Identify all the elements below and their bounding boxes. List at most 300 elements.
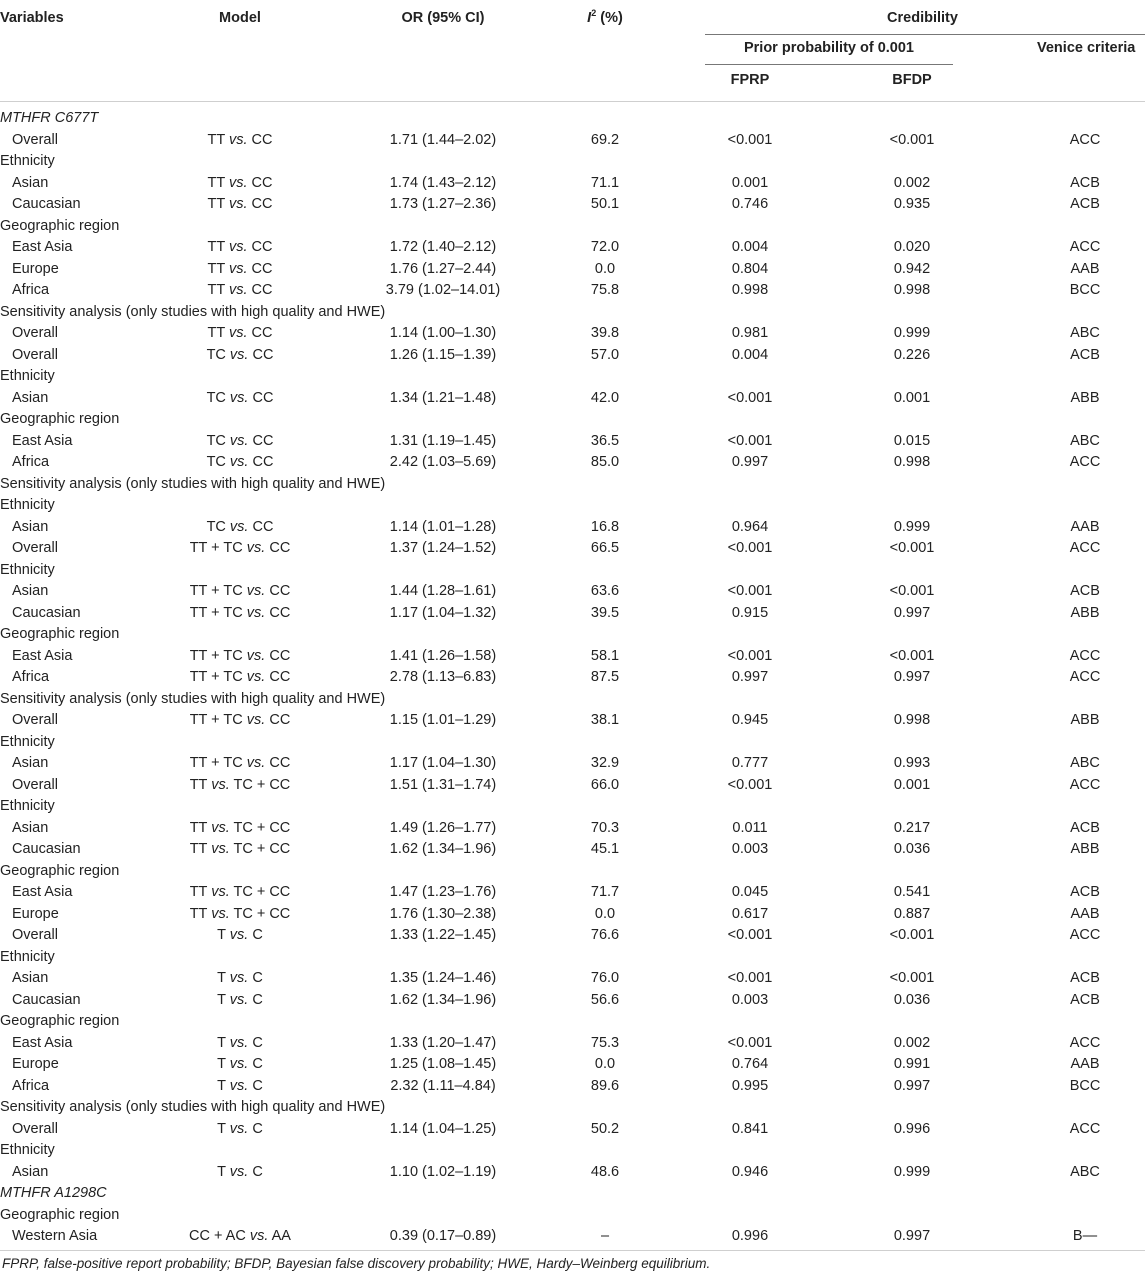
section-label: Ethnicity bbox=[0, 1142, 55, 1158]
table-row bbox=[0, 603, 1145, 625]
table-row bbox=[0, 990, 1145, 1012]
bfdp-cell: <0.001 bbox=[889, 540, 935, 556]
header-variables: Variables bbox=[0, 10, 64, 26]
fprp-cell: <0.001 bbox=[727, 970, 773, 986]
model-cell: TT + TC vs. CC bbox=[189, 755, 291, 771]
model-cell: TT vs. TC + CC bbox=[189, 841, 291, 857]
section-heading-row bbox=[0, 474, 1145, 496]
variable-cell: East Asia bbox=[12, 1034, 73, 1051]
i2-cell: 48.6 bbox=[590, 1163, 620, 1180]
bfdp-cell: 0.999 bbox=[893, 325, 931, 341]
bfdp-cell: 0.991 bbox=[893, 1056, 931, 1072]
variable-cell: Asian bbox=[12, 819, 49, 836]
bfdp-cell: 0.997 bbox=[893, 1228, 931, 1244]
i2-cell: 42.0 bbox=[590, 389, 620, 406]
model-cell: T vs. C bbox=[217, 1034, 263, 1051]
fprp-cell: 0.997 bbox=[731, 454, 769, 470]
model-cell: TT vs. CC bbox=[207, 131, 273, 148]
venice-cell: ACC bbox=[1069, 927, 1101, 943]
bfdp-cell: 0.002 bbox=[893, 174, 931, 191]
model-cell: TT vs. TC + CC bbox=[189, 819, 291, 836]
or-cell: 1.51 (1.31–1.74) bbox=[389, 776, 497, 793]
or-cell: 2.32 (1.11–4.84) bbox=[390, 1077, 496, 1094]
gene-label: MTHFR A1298C bbox=[0, 1185, 107, 1201]
model-cell: TT vs. CC bbox=[207, 239, 273, 255]
bfdp-cell: 0.998 bbox=[893, 282, 931, 298]
i2-cell: – bbox=[600, 1228, 610, 1244]
table-row bbox=[0, 775, 1145, 797]
i2-cell: 0.0 bbox=[594, 905, 616, 922]
model-cell: T vs. C bbox=[217, 1120, 263, 1137]
fprp-cell: 0.004 bbox=[731, 239, 769, 255]
section-label: Geographic region bbox=[0, 626, 120, 642]
fprp-cell: 0.981 bbox=[731, 325, 769, 341]
i2-cell: 87.5 bbox=[590, 669, 620, 685]
or-cell: 1.34 (1.21–1.48) bbox=[389, 389, 497, 406]
model-cell: T vs. C bbox=[217, 1056, 263, 1072]
header-venice: Venice criteria bbox=[1037, 40, 1136, 56]
venice-cell: BCC bbox=[1069, 282, 1101, 298]
fprp-cell: <0.001 bbox=[727, 583, 773, 599]
or-cell: 1.76 (1.30–2.38) bbox=[389, 905, 497, 922]
fprp-cell: 0.777 bbox=[731, 755, 769, 771]
variable-cell: Europe bbox=[12, 260, 59, 277]
model-cell: TT vs. TC + CC bbox=[189, 776, 291, 793]
variable-cell: Europe bbox=[12, 1056, 59, 1072]
section-heading-row bbox=[0, 1011, 1145, 1033]
variable-cell: Africa bbox=[12, 454, 50, 470]
or-cell: 1.62 (1.34–1.96) bbox=[389, 991, 497, 1008]
i2-cell: 0.0 bbox=[594, 1056, 616, 1072]
model-cell: TT vs. CC bbox=[207, 260, 273, 277]
bfdp-cell: 0.887 bbox=[893, 905, 931, 922]
model-cell: TC vs. CC bbox=[206, 432, 274, 449]
section-label: Geographic region bbox=[0, 217, 120, 234]
section-heading-row bbox=[0, 624, 1145, 646]
venice-cell: ACB bbox=[1070, 583, 1100, 599]
header-rule-credibility bbox=[705, 34, 1145, 35]
section-heading-row bbox=[0, 151, 1145, 173]
variable-cell: Overall bbox=[12, 131, 58, 148]
venice-cell: AAB bbox=[1070, 1056, 1100, 1072]
bfdp-cell: 0.997 bbox=[893, 1077, 931, 1094]
section-label: Ethnicity bbox=[0, 948, 55, 965]
fprp-cell: 0.997 bbox=[731, 669, 769, 685]
table-row bbox=[0, 517, 1145, 539]
i2-cell: 76.6 bbox=[590, 927, 620, 943]
i2-cell: 71.1 bbox=[590, 174, 620, 191]
header-model: Model bbox=[219, 10, 261, 26]
bfdp-cell: 0.036 bbox=[893, 991, 931, 1008]
or-cell: 1.72 (1.40–2.12) bbox=[389, 239, 497, 255]
section-label: Sensitivity analysis (only studies with high quality and HWE) bbox=[0, 1099, 386, 1115]
i2-cell: 71.7 bbox=[590, 884, 620, 900]
section-label: Ethnicity bbox=[0, 798, 55, 814]
i2-cell: 63.6 bbox=[590, 583, 620, 599]
header-credibility: Credibility bbox=[887, 10, 958, 26]
section-heading-row bbox=[0, 947, 1145, 969]
bfdp-cell: 0.001 bbox=[893, 389, 931, 406]
table-row bbox=[0, 710, 1145, 732]
or-cell: 1.74 (1.43–2.12) bbox=[389, 174, 497, 191]
table-row bbox=[0, 1033, 1145, 1055]
model-cell: TT + TC vs. CC bbox=[189, 583, 291, 599]
table-row bbox=[0, 646, 1145, 668]
variable-cell: Overall bbox=[12, 776, 58, 793]
table-row bbox=[0, 431, 1145, 453]
venice-cell: ACB bbox=[1070, 884, 1100, 900]
bfdp-cell: 0.541 bbox=[893, 884, 931, 900]
model-cell: TT vs. CC bbox=[207, 282, 273, 298]
venice-cell: ABC bbox=[1070, 1163, 1100, 1180]
or-cell: 1.73 (1.27–2.36) bbox=[389, 196, 497, 212]
section-heading-row bbox=[0, 1205, 1145, 1227]
variable-cell: Europe bbox=[12, 905, 59, 922]
or-cell: 1.33 (1.20–1.47) bbox=[389, 1034, 497, 1051]
fprp-cell: 0.804 bbox=[731, 260, 769, 277]
variable-cell: Caucasian bbox=[12, 841, 81, 857]
bfdp-cell: 0.015 bbox=[893, 432, 931, 449]
variable-cell: Asian bbox=[12, 389, 49, 406]
or-cell: 1.76 (1.27–2.44) bbox=[389, 260, 497, 277]
i2-cell: 50.2 bbox=[590, 1120, 620, 1137]
fprp-cell: 0.998 bbox=[731, 282, 769, 298]
table-row bbox=[0, 839, 1145, 861]
section-label: Ethnicity bbox=[0, 368, 55, 384]
table-row bbox=[0, 237, 1145, 259]
i2-cell: 66.0 bbox=[590, 776, 620, 793]
bfdp-cell: 0.998 bbox=[893, 454, 931, 470]
fprp-cell: 0.915 bbox=[731, 604, 769, 621]
venice-cell: ABC bbox=[1070, 325, 1100, 341]
i2-cell: 72.0 bbox=[590, 239, 620, 255]
fprp-cell: <0.001 bbox=[727, 389, 773, 406]
bfdp-cell: 0.999 bbox=[893, 1163, 931, 1180]
i2-cell: 39.8 bbox=[590, 325, 620, 341]
i2-cell: 57.0 bbox=[590, 346, 620, 363]
model-cell: T vs. C bbox=[217, 927, 263, 943]
variable-cell: Overall bbox=[12, 927, 58, 943]
i2-cell: 66.5 bbox=[590, 540, 620, 556]
table-row bbox=[0, 818, 1145, 840]
table-row bbox=[0, 388, 1145, 410]
section-label: Ethnicity bbox=[0, 497, 55, 513]
or-cell: 1.71 (1.44–2.02) bbox=[389, 131, 497, 148]
bfdp-cell: <0.001 bbox=[889, 970, 935, 986]
i2-cell: 56.6 bbox=[590, 991, 620, 1008]
section-label: Geographic region bbox=[0, 1206, 120, 1223]
table-row bbox=[0, 345, 1145, 367]
fprp-cell: 0.946 bbox=[731, 1163, 769, 1180]
header-prior: Prior probability of 0.001 bbox=[743, 40, 914, 56]
variable-cell: Africa bbox=[12, 1077, 50, 1094]
i2-cell: 75.8 bbox=[590, 282, 620, 298]
variable-cell: Caucasian bbox=[12, 991, 81, 1008]
or-cell: 1.17 (1.04–1.30) bbox=[389, 755, 497, 771]
section-label: Geographic region bbox=[0, 1013, 120, 1029]
venice-cell: ABC bbox=[1070, 755, 1100, 771]
variable-cell: East Asia bbox=[12, 647, 73, 664]
venice-cell: ABC bbox=[1070, 432, 1100, 449]
or-cell: 1.14 (1.01–1.28) bbox=[389, 518, 497, 535]
model-cell: TT vs. CC bbox=[207, 174, 273, 191]
i2-cell: 70.3 bbox=[590, 819, 620, 836]
fprp-cell: <0.001 bbox=[727, 1034, 773, 1051]
section-label: Sensitivity analysis (only studies with high quality and HWE) bbox=[0, 475, 386, 492]
or-cell: 1.41 (1.26–1.58) bbox=[389, 647, 497, 664]
or-cell: 1.49 (1.26–1.77) bbox=[389, 819, 497, 836]
or-cell: 0.39 (0.17–0.89) bbox=[389, 1228, 497, 1244]
model-cell: TT + TC vs. CC bbox=[189, 712, 291, 728]
table-header bbox=[0, 0, 1145, 102]
bfdp-cell: <0.001 bbox=[889, 647, 935, 664]
variable-cell: Asian bbox=[12, 174, 49, 191]
i2-cell: 36.5 bbox=[590, 432, 620, 449]
section-heading-row bbox=[0, 366, 1145, 388]
table-row bbox=[0, 452, 1145, 474]
section-label: Sensitivity analysis (only studies with high quality and HWE) bbox=[0, 303, 386, 320]
section-heading-row bbox=[0, 732, 1145, 754]
table-row bbox=[0, 538, 1145, 560]
or-cell: 3.79 (1.02–14.01) bbox=[385, 282, 501, 298]
bfdp-cell: 0.001 bbox=[893, 776, 931, 793]
gene-heading-row bbox=[0, 1183, 1145, 1205]
section-label: Sensitivity analysis (only studies with high quality and HWE) bbox=[0, 690, 386, 707]
section-label: Geographic region bbox=[0, 411, 120, 427]
i2-cell: 39.5 bbox=[590, 604, 620, 621]
venice-cell: ABB bbox=[1070, 389, 1100, 406]
fprp-cell: <0.001 bbox=[727, 647, 773, 664]
variable-cell: Overall bbox=[12, 325, 58, 341]
fprp-cell: 0.011 bbox=[732, 819, 768, 836]
table-row bbox=[0, 925, 1145, 947]
venice-cell: ACB bbox=[1070, 970, 1100, 986]
or-cell: 1.17 (1.04–1.32) bbox=[389, 604, 497, 621]
or-cell: 2.78 (1.13–6.83) bbox=[389, 669, 497, 685]
venice-cell: ACB bbox=[1070, 819, 1100, 836]
table-row bbox=[0, 1054, 1145, 1076]
table-row bbox=[0, 173, 1145, 195]
gene-label: MTHFR C677T bbox=[0, 110, 99, 126]
variable-cell: Overall bbox=[12, 540, 58, 556]
section-label: Ethnicity bbox=[0, 733, 55, 750]
variable-cell: Asian bbox=[12, 1163, 49, 1180]
model-cell: T vs. C bbox=[217, 970, 263, 986]
section-label: Ethnicity bbox=[0, 561, 55, 578]
variable-cell: Western Asia bbox=[12, 1228, 98, 1244]
venice-cell: ACC bbox=[1069, 1120, 1101, 1137]
venice-cell: AAB bbox=[1070, 518, 1100, 535]
venice-cell: ACC bbox=[1069, 454, 1101, 470]
or-cell: 1.25 (1.08–1.45) bbox=[389, 1056, 497, 1072]
model-cell: TC vs. CC bbox=[206, 389, 274, 406]
i2-cell: 58.1 bbox=[590, 647, 620, 664]
i2-cell: 32.9 bbox=[590, 755, 620, 771]
venice-cell: ACC bbox=[1069, 131, 1101, 148]
variable-cell: East Asia bbox=[12, 884, 73, 900]
model-cell: T vs. C bbox=[217, 1163, 263, 1180]
table-footnote: FPRP, false-positive report probability; BFDP, Bayesian false discovery probability; HWE, Hardy–Weinberg equilibrium. bbox=[2, 1255, 711, 1271]
table-row bbox=[0, 1119, 1145, 1141]
or-cell: 2.42 (1.03–5.69) bbox=[389, 454, 497, 470]
table-row bbox=[0, 1226, 1145, 1248]
or-cell: 1.15 (1.01–1.29) bbox=[389, 712, 497, 728]
bfdp-cell: 0.935 bbox=[893, 196, 931, 212]
i2-cell: 76.0 bbox=[590, 970, 620, 986]
model-cell: CC + AC vs. AA bbox=[189, 1228, 291, 1244]
variable-cell: Overall bbox=[12, 346, 58, 363]
variable-cell: Asian bbox=[12, 970, 49, 986]
variable-cell: Asian bbox=[12, 755, 49, 771]
fprp-cell: 0.003 bbox=[731, 841, 769, 857]
table-row bbox=[0, 667, 1145, 689]
venice-cell: AAB bbox=[1070, 260, 1100, 277]
table-row bbox=[0, 323, 1145, 345]
bfdp-cell: <0.001 bbox=[889, 131, 935, 148]
fprp-cell: 0.004 bbox=[731, 346, 769, 363]
i2-cell: 69.2 bbox=[590, 131, 620, 148]
i2-cell: 85.0 bbox=[590, 454, 620, 470]
venice-cell: ACB bbox=[1070, 174, 1100, 191]
venice-cell: ABB bbox=[1070, 841, 1100, 857]
bfdp-cell: 0.020 bbox=[893, 239, 931, 255]
header-or: OR (95% CI) bbox=[401, 10, 485, 26]
section-heading-row bbox=[0, 495, 1145, 517]
section-heading-row bbox=[0, 409, 1145, 431]
bfdp-cell: 0.997 bbox=[893, 669, 931, 685]
model-cell: TT + TC vs. CC bbox=[189, 540, 291, 556]
i2-cell: 75.3 bbox=[590, 1034, 620, 1051]
fprp-cell: <0.001 bbox=[727, 776, 773, 793]
model-cell: T vs. C bbox=[217, 1077, 263, 1094]
bfdp-cell: 0.998 bbox=[893, 712, 931, 728]
fprp-cell: 0.945 bbox=[731, 712, 769, 728]
section-heading-row bbox=[0, 796, 1145, 818]
fprp-cell: 0.996 bbox=[731, 1228, 769, 1244]
i2-cell: 50.1 bbox=[590, 196, 620, 212]
or-cell: 1.26 (1.15–1.39) bbox=[389, 346, 497, 363]
fprp-cell: <0.001 bbox=[727, 131, 773, 148]
model-cell: TC vs. CC bbox=[206, 518, 274, 535]
variable-cell: East Asia bbox=[12, 239, 73, 255]
section-heading-row bbox=[0, 1097, 1145, 1119]
section-heading-row bbox=[0, 560, 1145, 582]
venice-cell: ACB bbox=[1070, 196, 1100, 212]
table-row bbox=[0, 753, 1145, 775]
table-body bbox=[0, 102, 1145, 1248]
or-cell: 1.47 (1.23–1.76) bbox=[389, 884, 497, 900]
venice-cell: AAB bbox=[1070, 905, 1100, 922]
model-cell: TT + TC vs. CC bbox=[189, 669, 291, 685]
table-row bbox=[0, 130, 1145, 152]
bfdp-cell: 0.002 bbox=[893, 1034, 931, 1051]
fprp-cell: 0.841 bbox=[731, 1120, 769, 1137]
or-cell: 1.35 (1.24–1.46) bbox=[389, 970, 497, 986]
bfdp-cell: 0.217 bbox=[893, 819, 931, 836]
model-cell: TT vs. CC bbox=[207, 196, 273, 212]
gene-heading-row bbox=[0, 108, 1145, 130]
header-i2: $I^2$ (%) bbox=[587, 8, 623, 26]
table-row bbox=[0, 194, 1145, 216]
fprp-cell: 0.746 bbox=[731, 196, 769, 212]
header-rule-prior bbox=[705, 64, 953, 65]
bfdp-cell: 0.036 bbox=[893, 841, 931, 857]
fprp-cell: <0.001 bbox=[727, 432, 773, 449]
bfdp-cell: <0.001 bbox=[889, 927, 935, 943]
model-cell: TT vs. CC bbox=[207, 325, 273, 341]
table-row bbox=[0, 280, 1145, 302]
i2-cell: 38.1 bbox=[590, 712, 620, 728]
venice-cell: B— bbox=[1072, 1228, 1098, 1244]
or-cell: 1.14 (1.00–1.30) bbox=[389, 325, 497, 341]
section-heading-row bbox=[0, 1140, 1145, 1162]
table-row bbox=[0, 259, 1145, 281]
or-cell: 1.14 (1.04–1.25) bbox=[389, 1120, 497, 1137]
i2-cell: 16.8 bbox=[590, 518, 620, 535]
table-row bbox=[0, 581, 1145, 603]
i2-cell: 45.1 bbox=[590, 841, 620, 857]
variable-cell: Caucasian bbox=[12, 196, 81, 212]
fprp-cell: 0.001 bbox=[731, 174, 769, 191]
fprp-cell: 0.003 bbox=[731, 991, 769, 1008]
model-cell: T vs. C bbox=[217, 991, 263, 1008]
variable-cell: East Asia bbox=[12, 432, 73, 449]
bfdp-cell: 0.996 bbox=[893, 1120, 931, 1137]
fprp-cell: <0.001 bbox=[727, 540, 773, 556]
table-row bbox=[0, 1076, 1145, 1098]
venice-cell: ACC bbox=[1069, 540, 1101, 556]
section-heading-row bbox=[0, 302, 1145, 324]
variable-cell: Africa bbox=[12, 669, 50, 685]
fprp-cell: 0.045 bbox=[731, 884, 769, 900]
fprp-cell: 0.995 bbox=[731, 1077, 769, 1094]
variable-cell: Africa bbox=[12, 282, 50, 298]
or-cell: 1.37 (1.24–1.52) bbox=[389, 540, 497, 556]
fprp-cell: 0.764 bbox=[731, 1056, 769, 1072]
fprp-cell: <0.001 bbox=[727, 927, 773, 943]
model-cell: TC vs. CC bbox=[206, 346, 274, 363]
model-cell: TC vs. CC bbox=[206, 454, 274, 470]
or-cell: 1.33 (1.22–1.45) bbox=[389, 927, 497, 943]
i2-cell: 0.0 bbox=[594, 260, 616, 277]
bfdp-cell: 0.993 bbox=[893, 755, 931, 771]
bfdp-cell: <0.001 bbox=[889, 583, 935, 599]
section-label: Ethnicity bbox=[0, 153, 55, 169]
bfdp-cell: 0.942 bbox=[893, 260, 931, 277]
model-cell: TT + TC vs. CC bbox=[189, 647, 291, 664]
header-bfdp: BFDP bbox=[892, 72, 932, 88]
variable-cell: Caucasian bbox=[12, 604, 81, 621]
venice-cell: ACC bbox=[1069, 669, 1101, 685]
or-cell: 1.44 (1.28–1.61) bbox=[389, 583, 497, 599]
bfdp-cell: 0.999 bbox=[893, 518, 931, 535]
or-cell: 1.62 (1.34–1.96) bbox=[389, 841, 497, 857]
venice-cell: ACB bbox=[1070, 991, 1100, 1008]
table-row bbox=[0, 904, 1145, 926]
fprp-cell: 0.617 bbox=[731, 905, 769, 922]
section-heading-row bbox=[0, 861, 1145, 883]
venice-cell: BCC bbox=[1069, 1077, 1101, 1094]
variable-cell: Asian bbox=[12, 518, 49, 535]
model-cell: TT + TC vs. CC bbox=[189, 604, 291, 621]
i2-cell: 89.6 bbox=[590, 1077, 620, 1094]
table-row bbox=[0, 1162, 1145, 1184]
section-label: Geographic region bbox=[0, 862, 120, 879]
venice-cell: ABB bbox=[1070, 604, 1100, 621]
venice-cell: ACC bbox=[1069, 776, 1101, 793]
variable-cell: Asian bbox=[12, 583, 49, 599]
venice-cell: ACC bbox=[1069, 239, 1101, 255]
